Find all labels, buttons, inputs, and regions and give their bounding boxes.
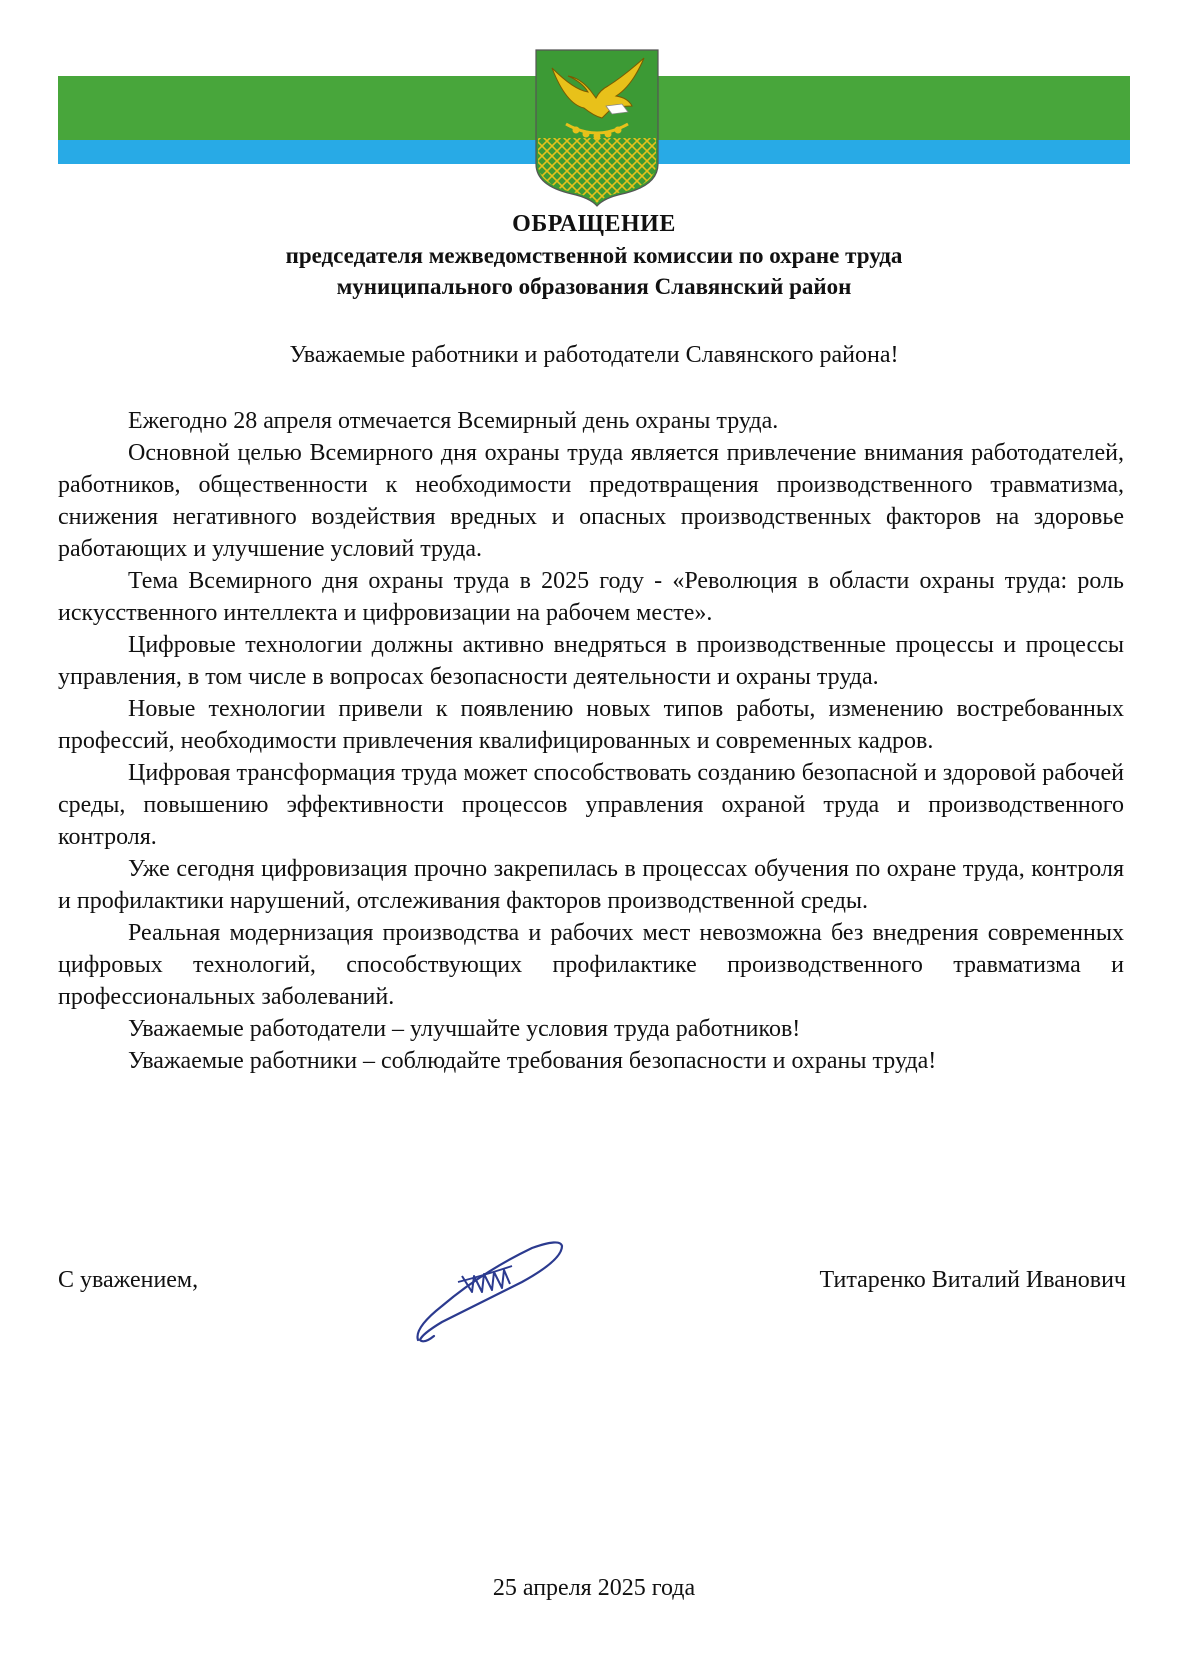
- paragraph: Уже сегодня цифровизация прочно закрепилась в процессах обучения по охране труда, контроля и профилактики нарушений, отслеживания факторов производственной среды.: [58, 856, 1124, 914]
- closing-phrase: С уважением,: [58, 1267, 199, 1293]
- paragraph: Реальная модернизация производства и рабочих мест невозможна без внедрения современных цифровых технологий, способствующих профилактике производственного травматизма и профессиональных заболеваний.: [58, 920, 1124, 1010]
- coat-of-arms-icon: [532, 46, 662, 208]
- body-text: [58, 405, 1124, 1077]
- paragraph: Цифровые технологии должны активно внедряться в производственные процессы и процессы управления, в том числе в вопросах безопасности деятельности и охраны труда.: [58, 632, 1124, 690]
- signer-name: Титаренко Виталий Иванович: [819, 1267, 1126, 1293]
- paragraph: Цифровая трансформация труда может способствовать созданию безопасной и здоровой рабочей среды, повышению эффективности процессов управления охраной труда и производственного контроля.: [58, 760, 1124, 850]
- document-subtitle-line2: муниципального образования Славянский район: [336, 274, 852, 299]
- document-date: 25 апреля 2025 года: [492, 1575, 696, 1601]
- document-subtitle-line1: председателя межведомственной комиссии по охране труда: [285, 243, 903, 268]
- paragraph: Основной целью Всемирного дня охраны труда является привлечение внимания работодателей, работников, общественности к необходимости предотвращения производственного травматизма, снижения негативного воздействия вредных и опасных производственных факторов на здоровье работающих и улучшение условий труда.: [58, 440, 1124, 562]
- greeting: Уважаемые работники и работодатели Славянского района!: [289, 342, 899, 368]
- handwritten-signature-icon: [412, 1236, 572, 1346]
- document-heading: [0, 208, 1188, 302]
- paragraph: Новые технологии привели к появлению новых типов работы, изменению востребованных профессий, необходимости привлечения квалифицированных и современных кадров.: [58, 696, 1124, 754]
- paragraph: Уважаемые работодатели – улучшайте условия труда работников!: [128, 1016, 801, 1042]
- document-title: ОБРАЩЕНИЕ: [512, 211, 676, 237]
- paragraph: Уважаемые работники – соблюдайте требования безопасности и охраны труда!: [128, 1048, 937, 1074]
- paragraph: Тема Всемирного дня охраны труда в 2025 году - «Революция в области охраны труда: роль искусственного интеллекта и цифровизации на рабочем месте».: [58, 568, 1124, 626]
- paragraph: Ежегодно 28 апреля отмечается Всемирный день охраны труда.: [128, 408, 779, 434]
